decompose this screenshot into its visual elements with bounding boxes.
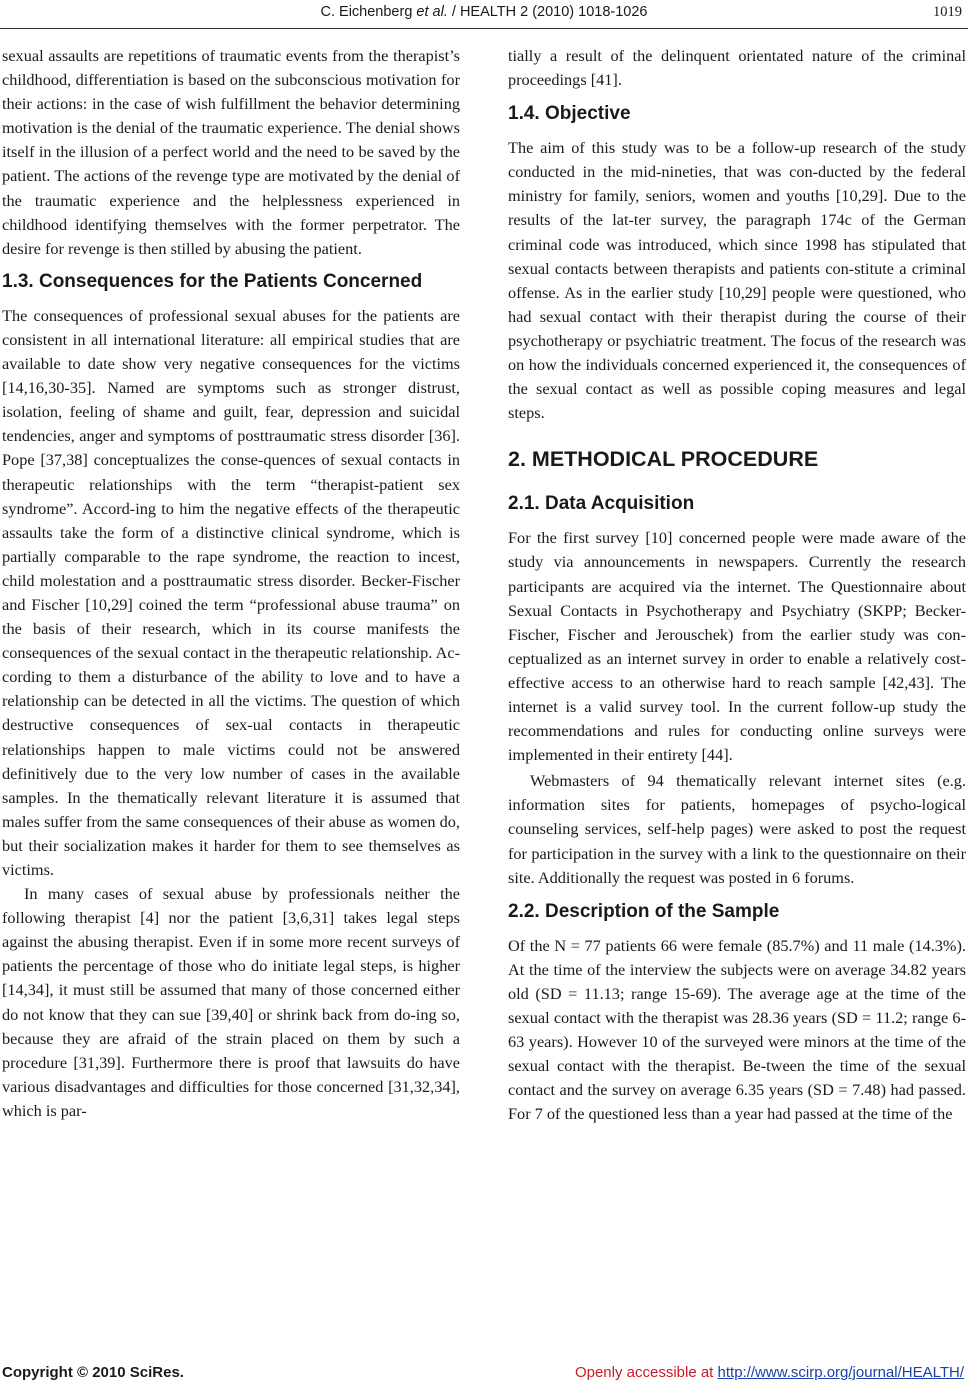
header-rule — [0, 28, 968, 29]
heading-2: 2. METHODICAL PROCEDURE — [508, 447, 819, 472]
heading-1-4: 1.4. Objective — [508, 103, 631, 125]
footer-access-text: Openly accessible at — [574, 1364, 718, 1381]
heading-1-3: 1.3. Consequences for the Patients Concerned — [2, 270, 423, 292]
paragraph-data-acquisition: For the first survey [10] concerned people were made aware of the study via announcements in newspapers. Currently the research participants are acquired via the internet. The Questionnaire about Sexual Contacts in Psychotherapy and Psychiatry (SKPP; Becker-Fischer, Fischer and Jerouschek) from the earlier study was con-ceptualized as an internet survey in order to enable a relatively cost-effective access to an otherwise hard to reach sample [42,43]. The internet is a valid survey tool. In the current follow-up study the recommendations and rules for conducting online surveys were implemented in their entirety [44]. — [508, 528, 966, 765]
header-citation — [0, 4, 968, 20]
header-journal: / HEALTH 2 (2010) 1018-1026 — [451, 4, 648, 20]
left-column — [2, 44, 460, 1123]
running-header — [0, 2, 968, 24]
paragraph-consequences: The consequences of professional sexual abuses for the patients are consistent in all international literature: all empirical studies that are available to date show very negative consequences for the victims [14,16,30-35]. Named are symptoms such as stronger distrust, isolation, feeling of shame and guilt, fear, depression and suicidal tendencies, anger and symptoms of posttraumatic stress disorder [36]. Pope [37,38] conceptualizes the conse-quences of sexual contacts in therapeutic relationships with the term “therapist-patient sex syndrome”. Accord-ing to him the negative effects of the therapeutic assaults take the form of a distinctive clinical syndrome, which is partially comparable to the rape syndrome, the reaction to incest, child molestation and a posttraumatic stress disorder. Becker-Fischer and Fischer [10,29] coined the term “professional abuse trauma” on the basis of their research, which in its course manifests the consequences of the sexual contact in the therapeutic relationship. Ac-cording to them a disturbance of the ability to love and to have a relationship can be detected in all the victims. The question of which destructive consequences of sex-ual contacts in therapeutic relationships happen to male victims could not be answered definitively due to the very low number of cases in the available samples. In the thematically relevant literature it is assumed that males suffer from the same consequences of their abuse as women do, but their socialization makes it harder for them to see themselves as victims. — [2, 305, 460, 879]
right-column — [508, 44, 966, 1126]
paragraph-sample: Of the N = 77 patients 66 were female (85.7%) and 11 male (14.3%). At the time of the interview the subjects were on average 34.82 years old (SD = 11.13; range 15-69). The average age at the time of the sexual contact with the therapist was 28.36 years (SD = 11.2; range 6-63 years). However 10 of the surveyed were minors at the time of the sexual contact with the therapist. Be-tween the time of the sexual contact and the survey on average 6.35 years (SD = 7.48) had passed. For 7 of the questioned less than a year had passed at the time of the — [508, 935, 966, 1124]
page-footer — [0, 1360, 968, 1386]
footer-copyright: Copyright © 2010 SciRes. — [2, 1364, 184, 1381]
paragraph-legal-steps: In many cases of sexual abuse by professionals neither the following therapist [4] nor the patient [3,6,31] takes legal steps against the abusing therapist. Even if in some more recent surveys of patients the percentage of those who do initiate legal steps, is higher [14,34], it must still be assumed that many of those concerned either do not know that they can sue [39,40] or shrink back from do-ing so, because they are afraid of the strain placed on them by such a procedure [31,39]. Furthermore there is proof that lawsuits do have various disadvantages and difficulties for those concerned [31,32,34], which is par- — [2, 884, 460, 1120]
paragraph-criminal-proceedings: tially a result of the delinquent orientated nature of the criminal proceedings [41]. — [508, 46, 966, 90]
paragraph-continuation: sexual assaults are repetitions of traumatic events from the therapist’s childhood, differentiation is based on the subconscious motivation for their actions: in the case of wish fulfillment the behavior determining motivation is the denial of the traumatic experience. The denial shows itself in the illusion of a perfect world and the need to be saved by the patient. The actions of the revenge type are motivated by the denial of the traumatic experience and the helplessness experienced in childhood identifying themselves with the former perpetrator. The desire for revenge is then stilled by abusing the patient. — [2, 46, 460, 258]
heading-2-2: 2.2. Description of the Sample — [508, 900, 780, 922]
heading-2-1: 2.1. Data Acquisition — [508, 493, 695, 515]
header-etal: et al. — [416, 4, 448, 20]
journal-link[interactable]: http://www.scirp.org/journal/HEALTH/ — [717, 1364, 964, 1381]
header-author: C. Eichenberg — [320, 4, 413, 20]
paragraph-webmasters: Webmasters of 94 thematically relevant internet sites (e.g. information sites for patients, homepages of psycho-logical counseling services, self-help pages) were asked to post the request for participation in the survey with a link to the questionnaire on their site. Additionally the request was posted in 6 forums. — [508, 771, 966, 887]
footer-access — [575, 1364, 964, 1381]
page-number: 1019 — [933, 4, 962, 20]
paragraph-objective: The aim of this study was to be a follow-up research of the study conducted in the mid-nineties, that was con-ducted by the federal ministry for family, seniors, women and youths [10,29]. Due to the results of the lat-ter survey, the paragraph 174c of the German criminal code was introduced, which since 1998 has stipulated that sexual contacts between therapists and patients con-stitute a criminal offense. As in the earlier study [10,29] people were questioned, who had sexual contact with their therapist during the course of their psychotherapy or psychiatric treatment. The focus of the research was on how the individuals concerned experienced it, the consequences of the sexual contact as well as possible coping measures and legal steps. — [508, 138, 966, 423]
